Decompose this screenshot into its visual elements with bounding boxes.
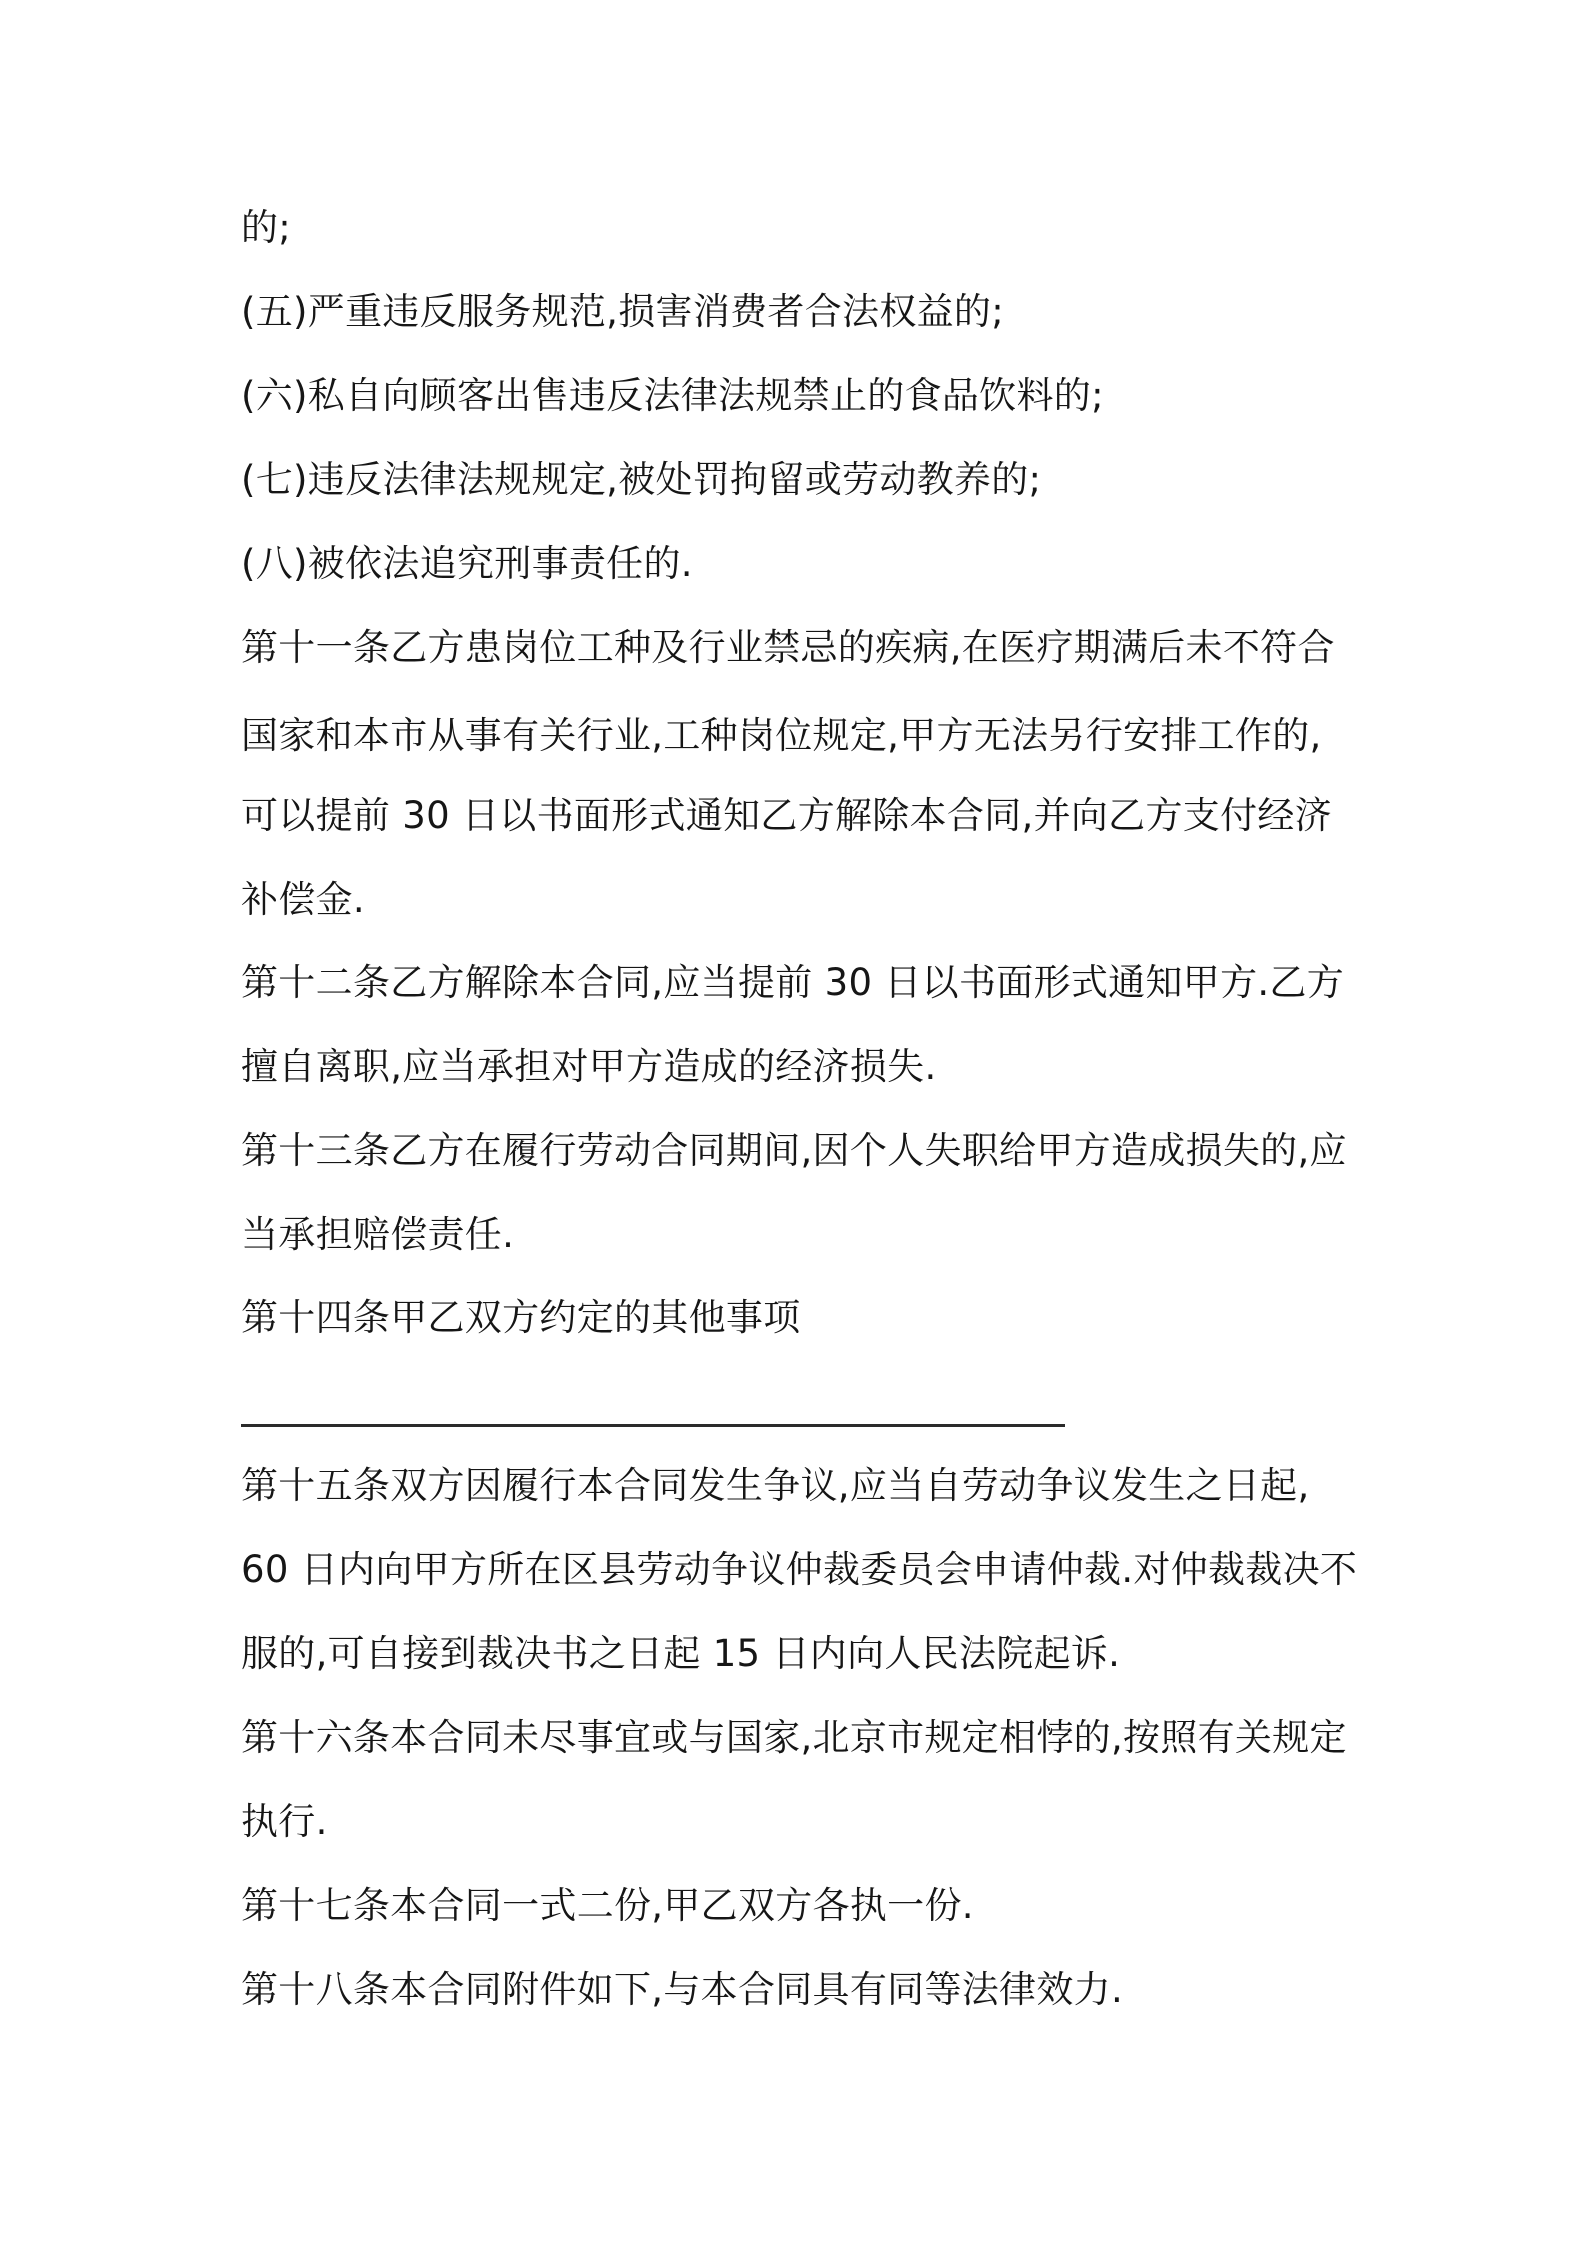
text-line: 的; — [241, 206, 292, 249]
fill-in-blank-line — [241, 1424, 1065, 1427]
article-16-line-2: 执行. — [241, 1800, 328, 1843]
article-13-line-1: 第十三条乙方在履行劳动合同期间,因个人失职给甲方造成损失的,应 — [241, 1129, 1347, 1172]
article-12-line-2: 擅自离职,应当承担对甲方造成的经济损失. — [241, 1045, 937, 1088]
text-line: (八)被依法追究刑事责任的. — [241, 542, 693, 585]
article-12-line-1: 第十二条乙方解除本合同,应当提前 30 日以书面形式通知甲方.乙方 — [241, 961, 1345, 1004]
article-16-line-1: 第十六条本合同未尽事宜或与国家,北京市规定相悖的,按照有关规定 — [241, 1716, 1347, 1759]
article-14-line: 第十四条甲乙双方约定的其他事项 — [241, 1296, 801, 1339]
article-11-line-3: 可以提前 30 日以书面形式通知乙方解除本合同,并向乙方支付经济 — [241, 794, 1332, 837]
article-11-line-2: 国家和本市从事有关行业,工种岗位规定,甲方无法另行安排工作的, — [241, 714, 1322, 757]
article-18-line: 第十八条本合同附件如下,与本合同具有同等法律效力. — [241, 1968, 1124, 2011]
article-11-line-1: 第十一条乙方患岗位工种及行业禁忌的疾病,在医疗期满后未不符合 — [241, 626, 1335, 669]
text-line: (七)违反法律法规规定,被处罚拘留或劳动教养的; — [241, 458, 1042, 501]
article-17-line: 第十七条本合同一式二份,甲乙双方各执一份. — [241, 1884, 974, 1927]
text-line: (六)私自向顾客出售违反法律法规禁止的食品饮料的; — [241, 374, 1104, 417]
text-line: (五)严重违反服务规范,损害消费者合法权益的; — [241, 290, 1004, 333]
article-11-line-4: 补偿金. — [241, 878, 365, 921]
article-15-line-2: 60 日内向甲方所在区县劳动争议仲裁委员会申请仲裁.对仲裁裁决不 — [241, 1548, 1358, 1591]
article-15-line-3: 服的,可自接到裁决书之日起 15 日内向人民法院起诉. — [241, 1632, 1121, 1675]
article-15-line-1: 第十五条双方因履行本合同发生争议,应当自劳动争议发生之日起, — [241, 1464, 1310, 1507]
article-13-line-2: 当承担赔偿责任. — [241, 1213, 515, 1256]
